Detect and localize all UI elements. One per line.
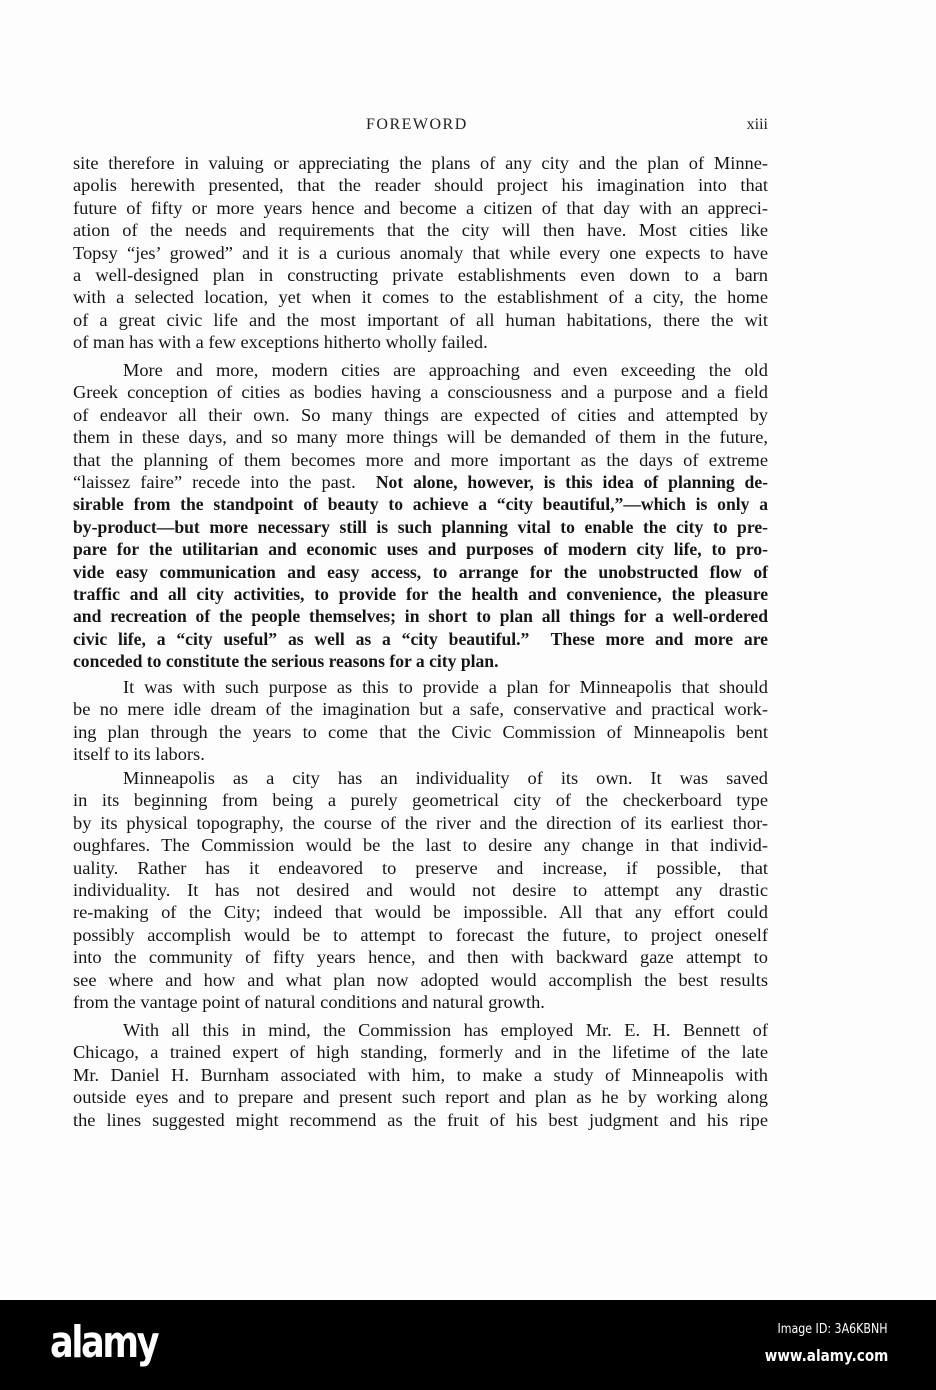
text-segment: “laissez faire” recede into the past.: [73, 471, 376, 492]
text-line: [73, 493, 768, 515]
alamy-logo: alamy: [50, 1317, 158, 1368]
text-line: [73, 538, 768, 560]
paragraph-4: [73, 767, 768, 1013]
text-line: [73, 561, 768, 583]
text-line: [73, 650, 768, 672]
text-line: a well-designed plan in constructing private establishments even down to a barn: [73, 264, 768, 285]
text-line: oughfares. The Commission would be the last to desire any change in that individ-: [73, 835, 768, 856]
text-line: More and more, modern cities are approaching and even exceeding the old: [123, 360, 768, 380]
paragraph-2: [73, 359, 768, 672]
text-line: Chicago, a trained expert of high standing, formerly and in the lifetime of the late: [73, 1042, 768, 1063]
watermark-url: www.alamy.com: [764, 1346, 888, 1365]
text-line: ing plan through the years to come that the Civic Commission of Minneapolis bent: [73, 721, 768, 742]
page-number: xiii: [746, 116, 768, 133]
bold-text: Not alone, however, is this idea of planning de-: [375, 471, 769, 492]
text-line: outside eyes and to prepare and present such report and plan as he by working along: [73, 1087, 768, 1108]
text-line: see where and how and what plan now adopted would accomplish the best results: [73, 969, 768, 990]
text-line: them in these days, and so many more things will be demanded of them in the future,: [73, 427, 768, 448]
text-line: with a selected location, yet when it comes to the establishment of a city, the home: [73, 287, 768, 308]
text-line: It was with such purpose as this to provide a plan for Minneapolis that should: [123, 677, 768, 697]
text-line: [73, 516, 768, 538]
text-line: Greek conception of cities as bodies having a consciousness and a purpose and a field: [73, 382, 768, 403]
text-line: the lines suggested might recommend as the fruit of his best judgment and his ripe: [73, 1109, 768, 1130]
text-line: re-making of the City; indeed that would be impossible. All that any effort could: [73, 902, 768, 923]
text-line: in its beginning from being a purely geometrical city of the checkerboard type: [73, 790, 768, 811]
text-line: future of fifty or more years hence and become a citizen of that day with an appreci-: [73, 197, 768, 218]
text-line: [73, 605, 768, 627]
text-line: of a great civic life and the most important of all human habitations, there the wit: [73, 309, 768, 330]
paragraph-1: [73, 152, 768, 354]
text-line: by its physical topography, the course of the river and the direction of its earliest thor-: [73, 812, 768, 833]
bold-text: by-product—but more necessary still is such planning vital to enable the city to pre-: [73, 516, 768, 537]
bold-text: vide easy communication and easy access, to arrange for the unobstructed flow of: [73, 561, 768, 582]
text-line: [73, 628, 768, 650]
text-line: itself to its labors.: [73, 744, 205, 765]
text-line: Topsy “jes’ growed” and it is a curious anomaly that while every one expects to have: [73, 242, 768, 263]
text-line: [73, 471, 768, 493]
watermark-bar: [0, 1300, 936, 1390]
paragraph-3: [73, 676, 768, 766]
text-line: be no mere idle dream of the imagination but a safe, conservative and practical work-: [73, 699, 768, 720]
bold-text: traffic and all city activities, to provide for the health and convenience, the pleasure: [73, 583, 768, 604]
text-line: from the vantage point of natural conditions and natural growth.: [73, 991, 545, 1012]
bold-text: sirable from the standpoint of beauty to achieve a “city beautiful,”—which is only a: [73, 494, 768, 515]
running-head: FOREWORD: [366, 116, 468, 133]
text-line: With all this in mind, the Commission has employed Mr. E. H. Bennett of: [123, 1020, 768, 1040]
text-line: that the planning of them becomes more and more important as the days of extreme: [73, 449, 768, 470]
text-line: Minneapolis as a city has an individuality of its own. It was saved: [123, 768, 768, 788]
bold-text: and recreation of the people themselves; in short to plan all things for a well-ordered: [73, 606, 768, 627]
text-line: Mr. Daniel H. Burnham associated with him, to make a study of Minneapolis with: [73, 1064, 768, 1085]
text-line: uality. Rather has it endeavored to preserve and increase, if possible, that: [73, 857, 768, 878]
text-line: possibly accomplish would be to attempt to forecast the future, to project oneself: [73, 924, 768, 945]
text-line: site therefore in valuing or appreciating the plans of any city and the plan of Minne-: [73, 153, 768, 173]
paragraph-5: [73, 1019, 768, 1131]
image-id: Image ID: 3A6KBNH: [777, 1322, 888, 1337]
bold-text: conceded to constitute the serious reasons for a city plan.: [73, 651, 499, 672]
text-line: ation of the needs and requirements that the city will then have. Most cities like: [73, 220, 768, 241]
text-line: of man has with a few exceptions hitherto wholly failed.: [73, 332, 488, 353]
text-line: into the community of fifty years hence, and then with backward gaze attempt to: [73, 947, 768, 968]
text-line: individuality. It has not desired and would not desire to attempt any drastic: [73, 879, 768, 900]
bold-text: pare for the utilitarian and economic uses and purposes of modern city life, to pro-: [73, 539, 768, 560]
bold-text: civic life, a “city useful” as well as a “city beautiful.” These more and more are: [73, 628, 768, 649]
text-line: [73, 583, 768, 605]
text-line: of endeavor all their own. So many things are expected of cities and attempted by: [73, 404, 768, 425]
text-line: apolis herewith presented, that the reader should project his imagination into that: [73, 175, 768, 196]
